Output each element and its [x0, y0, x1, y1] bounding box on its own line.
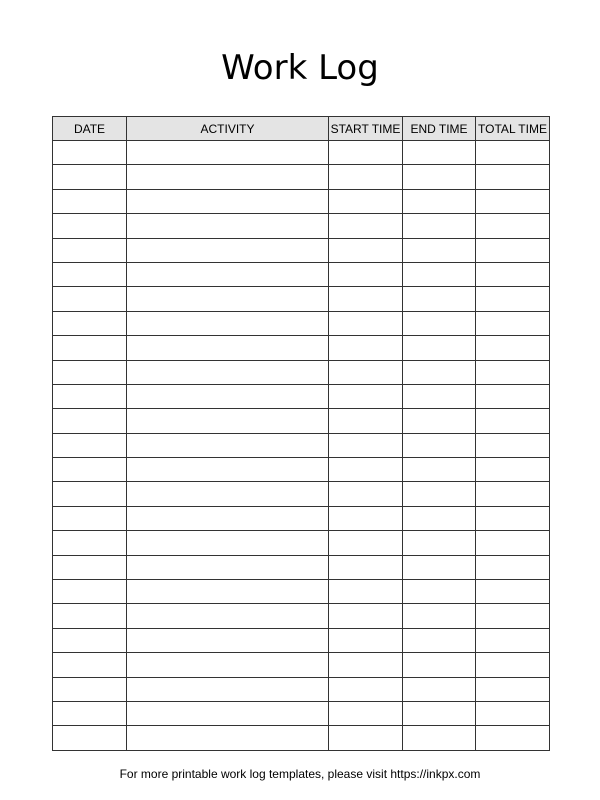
end-time-cell: [403, 506, 476, 530]
activity-cell: [127, 141, 329, 165]
column-header-start-time: START TIME: [329, 117, 403, 141]
start-time-cell: [329, 701, 403, 725]
date-cell: [53, 311, 127, 335]
table-row: [53, 360, 550, 384]
table-row: [53, 287, 550, 311]
end-time-cell: [403, 458, 476, 482]
end-time-cell: [403, 726, 476, 750]
table-row: [53, 311, 550, 335]
start-time-cell: [329, 214, 403, 238]
total-time-cell: [476, 189, 550, 213]
date-cell: [53, 433, 127, 457]
start-time-cell: [329, 677, 403, 701]
total-time-cell: [476, 458, 550, 482]
start-time-cell: [329, 506, 403, 530]
activity-cell: [127, 482, 329, 506]
total-time-cell: [476, 336, 550, 360]
end-time-cell: [403, 384, 476, 408]
end-time-cell: [403, 360, 476, 384]
total-time-cell: [476, 262, 550, 286]
date-cell: [53, 384, 127, 408]
table-row: [53, 165, 550, 189]
table-row: [53, 604, 550, 628]
activity-cell: [127, 726, 329, 750]
date-cell: [53, 165, 127, 189]
total-time-cell: [476, 287, 550, 311]
start-time-cell: [329, 726, 403, 750]
date-cell: [53, 506, 127, 530]
date-cell: [53, 482, 127, 506]
total-time-cell: [476, 726, 550, 750]
activity-cell: [127, 458, 329, 482]
total-time-cell: [476, 653, 550, 677]
start-time-cell: [329, 165, 403, 189]
end-time-cell: [403, 555, 476, 579]
end-time-cell: [403, 336, 476, 360]
activity-cell: [127, 677, 329, 701]
activity-cell: [127, 311, 329, 335]
total-time-cell: [476, 238, 550, 262]
column-header-total-time: TOTAL TIME: [476, 117, 550, 141]
table-row: [53, 628, 550, 652]
start-time-cell: [329, 653, 403, 677]
footer-note: For more printable work log templates, please visit https://inkpx.com: [119, 767, 481, 781]
activity-cell: [127, 384, 329, 408]
date-cell: [53, 653, 127, 677]
start-time-cell: [329, 336, 403, 360]
start-time-cell: [329, 262, 403, 286]
table-row: [53, 409, 550, 433]
total-time-cell: [476, 409, 550, 433]
total-time-cell: [476, 677, 550, 701]
page-title: Work Log: [221, 48, 379, 88]
end-time-cell: [403, 628, 476, 652]
work-log-table: [52, 116, 550, 751]
date-cell: [53, 189, 127, 213]
table-row: [53, 189, 550, 213]
total-time-cell: [476, 141, 550, 165]
table-row: [53, 336, 550, 360]
start-time-cell: [329, 580, 403, 604]
date-cell: [53, 214, 127, 238]
start-time-cell: [329, 287, 403, 311]
activity-cell: [127, 189, 329, 213]
total-time-cell: [476, 433, 550, 457]
activity-cell: [127, 262, 329, 286]
table-header-row: [53, 117, 550, 141]
start-time-cell: [329, 189, 403, 213]
date-cell: [53, 287, 127, 311]
date-cell: [53, 360, 127, 384]
end-time-cell: [403, 653, 476, 677]
activity-cell: [127, 433, 329, 457]
table-row: [53, 238, 550, 262]
date-cell: [53, 628, 127, 652]
table-row: [53, 482, 550, 506]
column-header-end-time: END TIME: [403, 117, 476, 141]
end-time-cell: [403, 165, 476, 189]
table-row: [53, 262, 550, 286]
total-time-cell: [476, 531, 550, 555]
total-time-cell: [476, 506, 550, 530]
end-time-cell: [403, 531, 476, 555]
start-time-cell: [329, 238, 403, 262]
activity-cell: [127, 701, 329, 725]
table-row: [53, 701, 550, 725]
date-cell: [53, 458, 127, 482]
date-cell: [53, 677, 127, 701]
start-time-cell: [329, 384, 403, 408]
start-time-cell: [329, 604, 403, 628]
date-cell: [53, 238, 127, 262]
end-time-cell: [403, 189, 476, 213]
end-time-cell: [403, 433, 476, 457]
total-time-cell: [476, 555, 550, 579]
start-time-cell: [329, 458, 403, 482]
start-time-cell: [329, 555, 403, 579]
date-cell: [53, 580, 127, 604]
activity-cell: [127, 580, 329, 604]
activity-cell: [127, 653, 329, 677]
date-cell: [53, 262, 127, 286]
table-row: [53, 677, 550, 701]
table-row: [53, 458, 550, 482]
activity-cell: [127, 604, 329, 628]
table-row: [53, 531, 550, 555]
start-time-cell: [329, 409, 403, 433]
total-time-cell: [476, 311, 550, 335]
date-cell: [53, 701, 127, 725]
total-time-cell: [476, 482, 550, 506]
date-cell: [53, 141, 127, 165]
activity-cell: [127, 336, 329, 360]
end-time-cell: [403, 238, 476, 262]
end-time-cell: [403, 701, 476, 725]
activity-cell: [127, 214, 329, 238]
end-time-cell: [403, 287, 476, 311]
activity-cell: [127, 555, 329, 579]
activity-cell: [127, 506, 329, 530]
start-time-cell: [329, 531, 403, 555]
end-time-cell: [403, 141, 476, 165]
table-body: [53, 141, 550, 751]
table-row: [53, 555, 550, 579]
date-cell: [53, 336, 127, 360]
activity-cell: [127, 238, 329, 262]
end-time-cell: [403, 580, 476, 604]
table-row: [53, 653, 550, 677]
total-time-cell: [476, 580, 550, 604]
end-time-cell: [403, 604, 476, 628]
table-row: [53, 506, 550, 530]
table-row: [53, 433, 550, 457]
start-time-cell: [329, 360, 403, 384]
end-time-cell: [403, 262, 476, 286]
end-time-cell: [403, 482, 476, 506]
total-time-cell: [476, 214, 550, 238]
activity-cell: [127, 628, 329, 652]
table-row: [53, 580, 550, 604]
column-header-activity: ACTIVITY: [127, 117, 329, 141]
total-time-cell: [476, 360, 550, 384]
total-time-cell: [476, 604, 550, 628]
start-time-cell: [329, 311, 403, 335]
activity-cell: [127, 165, 329, 189]
activity-cell: [127, 287, 329, 311]
column-header-date: DATE: [53, 117, 127, 141]
total-time-cell: [476, 165, 550, 189]
activity-cell: [127, 409, 329, 433]
end-time-cell: [403, 409, 476, 433]
end-time-cell: [403, 214, 476, 238]
end-time-cell: [403, 677, 476, 701]
start-time-cell: [329, 482, 403, 506]
total-time-cell: [476, 384, 550, 408]
total-time-cell: [476, 701, 550, 725]
date-cell: [53, 726, 127, 750]
date-cell: [53, 604, 127, 628]
start-time-cell: [329, 433, 403, 457]
date-cell: [53, 555, 127, 579]
table-row: [53, 384, 550, 408]
activity-cell: [127, 531, 329, 555]
end-time-cell: [403, 311, 476, 335]
table-row: [53, 726, 550, 750]
total-time-cell: [476, 628, 550, 652]
activity-cell: [127, 360, 329, 384]
table-row: [53, 214, 550, 238]
start-time-cell: [329, 141, 403, 165]
date-cell: [53, 409, 127, 433]
table-row: [53, 141, 550, 165]
date-cell: [53, 531, 127, 555]
start-time-cell: [329, 628, 403, 652]
